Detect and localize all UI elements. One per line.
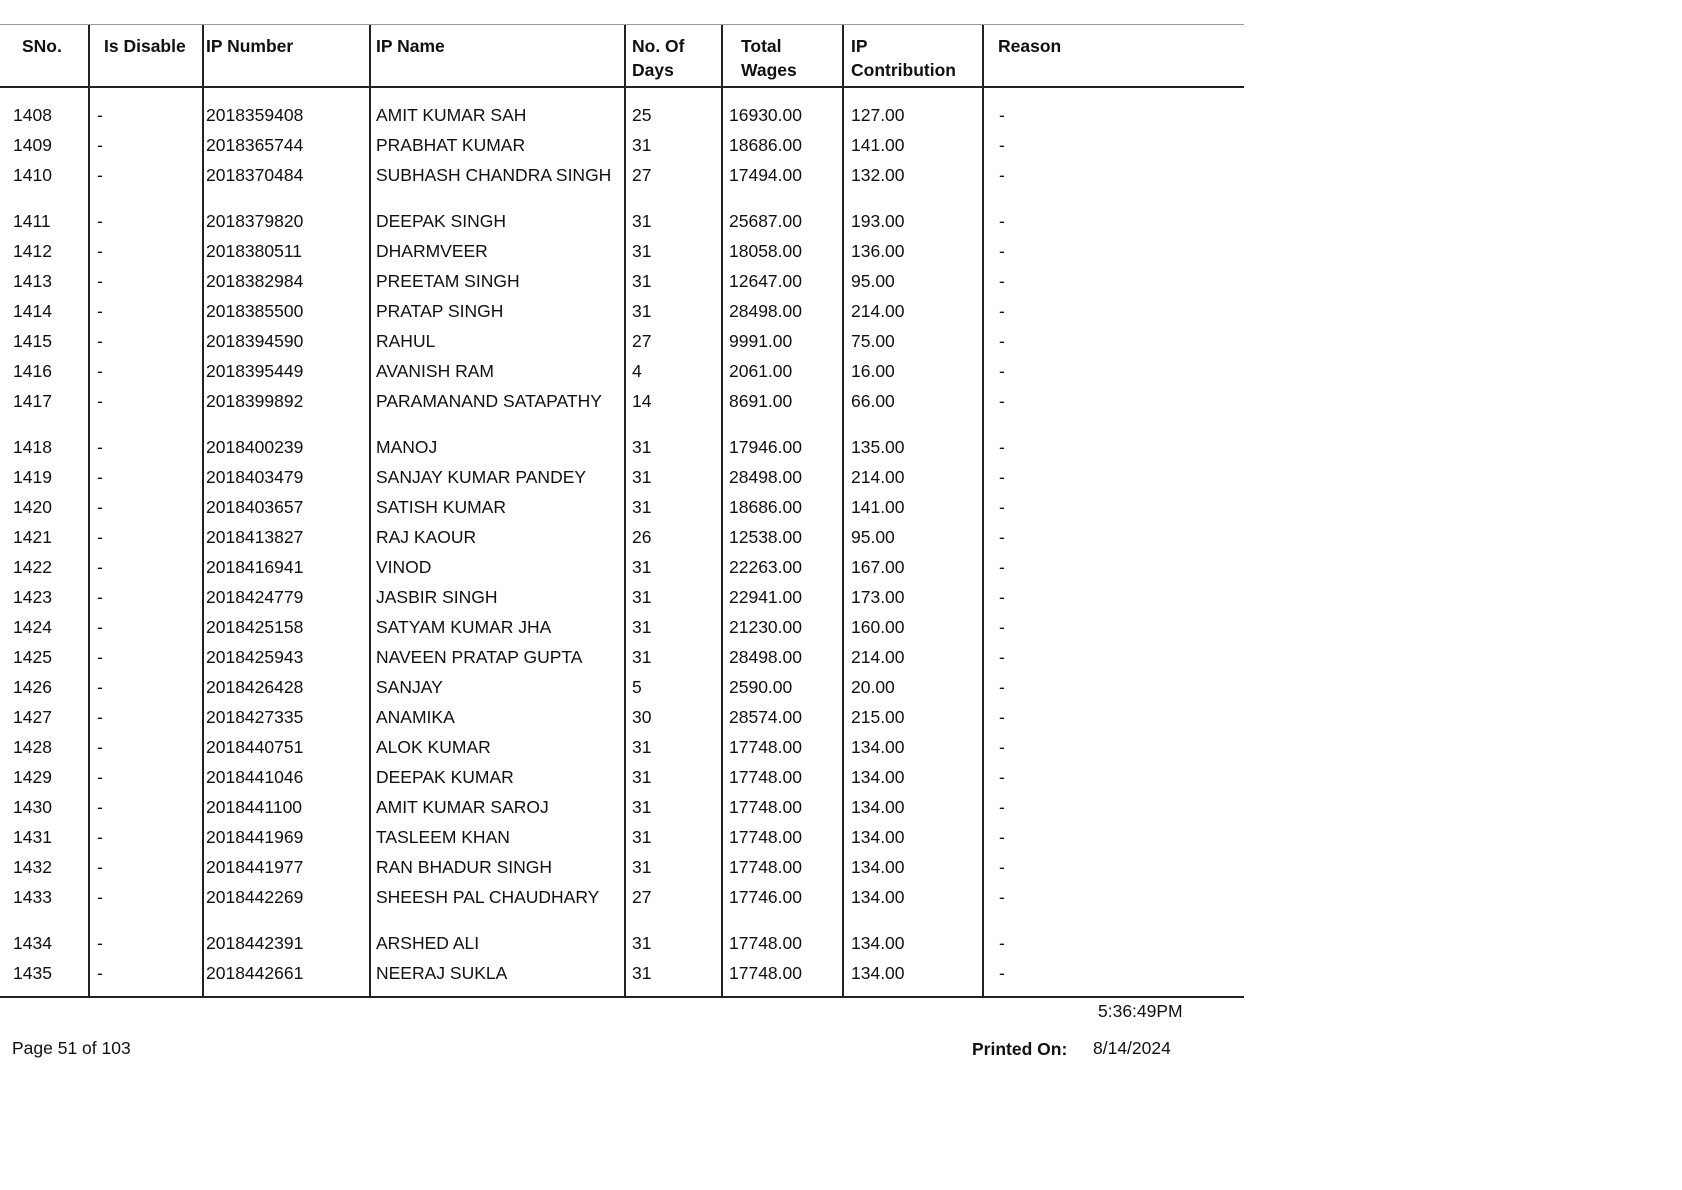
cell-ip-number: 2018399892 [206, 391, 304, 411]
cell-ip-number: 2018382984 [206, 271, 304, 291]
column-divider [202, 25, 204, 996]
cell-ip-number: 2018380511 [206, 241, 303, 261]
cell-ip-number: 2018441100 [206, 797, 303, 817]
cell-ip-contribution: 16.00 [851, 361, 895, 381]
cell-total-wages: 18058.00 [729, 241, 802, 261]
cell-ip-name: ALOK KUMAR [376, 737, 491, 757]
cell-is-disable: - [97, 557, 103, 577]
table-row [0, 240, 1244, 270]
cell-total-wages: 8691.00 [729, 391, 793, 411]
cell-is-disable: - [97, 887, 103, 907]
cell-ip-number: 2018379820 [206, 211, 304, 231]
cell-sno: 1427 [13, 707, 52, 727]
table-row [0, 466, 1244, 496]
cell-sno: 1412 [13, 241, 52, 261]
cell-ip-contribution: 135.00 [851, 437, 905, 457]
cell-no-of-days: 31 [632, 827, 652, 847]
cell-is-disable: - [97, 707, 103, 727]
cell-is-disable: - [97, 105, 103, 125]
cell-sno: 1417 [13, 391, 52, 411]
cell-ip-number: 2018365744 [206, 135, 304, 155]
cell-ip-name: RAHUL [376, 331, 436, 351]
cell-ip-number: 2018413827 [206, 527, 304, 547]
table-row [0, 856, 1244, 886]
cell-total-wages: 17748.00 [729, 737, 802, 757]
cell-no-of-days: 31 [632, 963, 652, 983]
cell-reason: - [999, 105, 1005, 125]
cell-ip-number: 2018442269 [206, 887, 304, 907]
cell-sno: 1430 [13, 797, 52, 817]
cell-is-disable: - [97, 617, 103, 637]
cell-reason: - [999, 241, 1005, 261]
cell-no-of-days: 27 [632, 165, 652, 185]
cell-sno: 1433 [13, 887, 52, 907]
table-bottom-rule [0, 996, 1244, 998]
header-rule [0, 86, 1244, 88]
cell-reason: - [999, 963, 1005, 983]
cell-is-disable: - [97, 467, 103, 487]
cell-is-disable: - [97, 391, 103, 411]
cell-ip-number: 2018440751 [206, 737, 304, 757]
cell-no-of-days: 31 [632, 933, 652, 953]
cell-ip-contribution: 141.00 [851, 497, 905, 517]
cell-total-wages: 16930.00 [729, 105, 802, 125]
header-total-wages: Total Wages [741, 36, 797, 80]
cell-reason: - [999, 135, 1005, 155]
cell-ip-number: 2018385500 [206, 301, 304, 321]
cell-sno: 1409 [13, 135, 52, 155]
table-row [0, 360, 1244, 390]
table-row [0, 586, 1244, 616]
cell-reason: - [999, 887, 1005, 907]
cell-no-of-days: 31 [632, 301, 652, 321]
printed-on-label: Printed On: [972, 1039, 1068, 1059]
cell-ip-name: NAVEEN PRATAP GUPTA [376, 647, 583, 667]
cell-total-wages: 17748.00 [729, 933, 802, 953]
cell-sno: 1429 [13, 767, 52, 787]
table-row [0, 736, 1244, 766]
cell-ip-name: JASBIR SINGH [376, 587, 498, 607]
cell-ip-name: MANOJ [376, 437, 438, 457]
cell-reason: - [999, 391, 1005, 411]
cell-ip-contribution: 167.00 [851, 557, 905, 577]
cell-ip-contribution: 127.00 [851, 105, 905, 125]
cell-ip-name: RAN BHADUR SINGH [376, 857, 552, 877]
cell-ip-name: NEERAJ SUKLA [376, 963, 508, 983]
print-time: 5:36:49PM [1098, 1001, 1183, 1021]
header-ip-number: IP Number [206, 36, 294, 56]
cell-sno: 1424 [13, 617, 52, 637]
table-row [0, 134, 1244, 164]
cell-sno: 1410 [13, 165, 52, 185]
table-row [0, 932, 1244, 962]
cell-sno: 1423 [13, 587, 52, 607]
cell-is-disable: - [97, 677, 103, 697]
cell-reason: - [999, 677, 1005, 697]
cell-is-disable: - [97, 963, 103, 983]
cell-ip-number: 2018359408 [206, 105, 304, 125]
cell-sno: 1419 [13, 467, 52, 487]
cell-sno: 1420 [13, 497, 52, 517]
cell-ip-contribution: 134.00 [851, 857, 905, 877]
cell-ip-name: PARAMANAND SATAPATHY [376, 391, 602, 411]
cell-ip-name: TASLEEM KHAN [376, 827, 510, 847]
cell-sno: 1418 [13, 437, 52, 457]
cell-reason: - [999, 467, 1005, 487]
cell-no-of-days: 27 [632, 331, 652, 351]
cell-ip-name: PRATAP SINGH [376, 301, 504, 321]
header-reason: Reason [998, 36, 1062, 56]
cell-total-wages: 17494.00 [729, 165, 802, 185]
cell-no-of-days: 14 [632, 391, 652, 411]
cell-ip-name: AMIT KUMAR SAH [376, 105, 527, 125]
cell-reason: - [999, 165, 1005, 185]
cell-ip-contribution: 214.00 [851, 467, 905, 487]
table-row [0, 496, 1244, 526]
cell-total-wages: 28498.00 [729, 647, 802, 667]
cell-no-of-days: 30 [632, 707, 652, 727]
cell-no-of-days: 31 [632, 271, 652, 291]
cell-sno: 1421 [13, 527, 52, 547]
cell-reason: - [999, 331, 1005, 351]
cell-is-disable: - [97, 165, 103, 185]
cell-reason: - [999, 271, 1005, 291]
cell-ip-contribution: 173.00 [851, 587, 905, 607]
cell-ip-contribution: 141.00 [851, 135, 905, 155]
table-row [0, 436, 1244, 466]
cell-no-of-days: 31 [632, 241, 652, 261]
cell-no-of-days: 31 [632, 587, 652, 607]
header-is-disable: Is Disable [104, 36, 186, 56]
cell-ip-number: 2018400239 [206, 437, 304, 457]
cell-is-disable: - [97, 331, 103, 351]
cell-ip-number: 2018426428 [206, 677, 304, 697]
cell-reason: - [999, 211, 1005, 231]
table-row [0, 676, 1244, 706]
cell-ip-contribution: 134.00 [851, 767, 905, 787]
cell-ip-contribution: 134.00 [851, 887, 905, 907]
table-row [0, 886, 1244, 932]
cell-reason: - [999, 361, 1005, 381]
cell-no-of-days: 31 [632, 737, 652, 757]
cell-reason: - [999, 437, 1005, 457]
cell-ip-number: 2018424779 [206, 587, 304, 607]
cell-is-disable: - [97, 437, 103, 457]
cell-total-wages: 17946.00 [729, 437, 802, 457]
cell-total-wages: 9991.00 [729, 331, 793, 351]
cell-ip-contribution: 160.00 [851, 617, 905, 637]
header-ip-contribution: IP Contribution [851, 36, 956, 80]
header-sno: SNo. [22, 36, 62, 56]
cell-sno: 1414 [13, 301, 52, 321]
cell-total-wages: 18686.00 [729, 497, 802, 517]
cell-ip-number: 2018427335 [206, 707, 304, 727]
cell-ip-contribution: 214.00 [851, 647, 905, 667]
cell-reason: - [999, 767, 1005, 787]
cell-no-of-days: 31 [632, 211, 652, 231]
table-row [0, 526, 1244, 556]
cell-total-wages: 28574.00 [729, 707, 802, 727]
cell-ip-name: SANJAY [376, 677, 443, 697]
cell-reason: - [999, 737, 1005, 757]
cell-ip-name: DEEPAK KUMAR [376, 767, 514, 787]
cell-no-of-days: 31 [632, 767, 652, 787]
cell-ip-contribution: 134.00 [851, 827, 905, 847]
cell-ip-number: 2018394590 [206, 331, 304, 351]
cell-ip-number: 2018442661 [206, 963, 304, 983]
cell-ip-contribution: 134.00 [851, 737, 905, 757]
column-divider [721, 25, 723, 996]
cell-sno: 1434 [13, 933, 52, 953]
column-divider [842, 25, 844, 996]
cell-ip-contribution: 95.00 [851, 527, 895, 547]
cell-no-of-days: 25 [632, 105, 652, 125]
table-row [0, 796, 1244, 826]
cell-ip-number: 2018441969 [206, 827, 304, 847]
cell-ip-name: VINOD [376, 557, 432, 577]
cell-reason: - [999, 557, 1005, 577]
table-row [0, 390, 1244, 436]
cell-no-of-days: 26 [632, 527, 652, 547]
cell-ip-name: SHEESH PAL CHAUDHARY [376, 887, 600, 907]
cell-ip-number: 2018442391 [206, 933, 304, 953]
cell-ip-name: SATYAM KUMAR JHA [376, 617, 552, 637]
cell-total-wages: 2590.00 [729, 677, 793, 697]
cell-ip-name: DEEPAK SINGH [376, 211, 506, 231]
cell-ip-name: AMIT KUMAR SAROJ [376, 797, 549, 817]
header-ip-name: IP Name [376, 36, 445, 56]
cell-is-disable: - [97, 527, 103, 547]
cell-total-wages: 17748.00 [729, 963, 802, 983]
cell-reason: - [999, 933, 1005, 953]
cell-no-of-days: 5 [632, 677, 642, 697]
page-indicator: Page 51 of 103 [12, 1038, 131, 1058]
cell-is-disable: - [97, 933, 103, 953]
cell-ip-contribution: 66.00 [851, 391, 895, 411]
cell-sno: 1432 [13, 857, 52, 877]
column-divider [624, 25, 626, 996]
cell-is-disable: - [97, 211, 103, 231]
cell-is-disable: - [97, 767, 103, 787]
table-row [0, 556, 1244, 586]
cell-ip-number: 2018403657 [206, 497, 304, 517]
cell-sno: 1425 [13, 647, 52, 667]
cell-ip-name: PRABHAT KUMAR [376, 135, 526, 155]
table-row [0, 270, 1244, 300]
cell-is-disable: - [97, 857, 103, 877]
printed-on-date: 8/14/2024 [1093, 1038, 1171, 1058]
table-row [0, 300, 1244, 330]
cell-sno: 1435 [13, 963, 52, 983]
column-divider [88, 25, 90, 996]
cell-sno: 1408 [13, 105, 52, 125]
cell-sno: 1416 [13, 361, 52, 381]
cell-ip-contribution: 134.00 [851, 933, 905, 953]
header-no-of-days: No. Of Days [632, 36, 685, 80]
table-row [0, 616, 1244, 646]
cell-is-disable: - [97, 827, 103, 847]
cell-ip-name: AVANISH RAM [376, 361, 494, 381]
cell-reason: - [999, 827, 1005, 847]
cell-reason: - [999, 617, 1005, 637]
cell-total-wages: 25687.00 [729, 211, 802, 231]
table-row [0, 330, 1244, 360]
cell-total-wages: 18686.00 [729, 135, 802, 155]
cell-reason: - [999, 497, 1005, 517]
cell-ip-name: SATISH KUMAR [376, 497, 506, 517]
table-body [0, 104, 1244, 992]
cell-is-disable: - [97, 737, 103, 757]
cell-total-wages: 17748.00 [729, 857, 802, 877]
cell-no-of-days: 27 [632, 887, 652, 907]
cell-no-of-days: 31 [632, 437, 652, 457]
table-row [0, 766, 1244, 796]
cell-reason: - [999, 857, 1005, 877]
cell-reason: - [999, 707, 1005, 727]
cell-total-wages: 12647.00 [729, 271, 802, 291]
table-row [0, 104, 1244, 134]
cell-sno: 1428 [13, 737, 52, 757]
cell-ip-name: SANJAY KUMAR PANDEY [376, 467, 587, 487]
cell-ip-number: 2018441977 [206, 857, 304, 877]
cell-ip-name: PREETAM SINGH [376, 271, 520, 291]
table-row [0, 646, 1244, 676]
cell-is-disable: - [97, 647, 103, 667]
table-row [0, 962, 1244, 992]
cell-ip-number: 2018441046 [206, 767, 304, 787]
cell-total-wages: 21230.00 [729, 617, 802, 637]
cell-ip-contribution: 20.00 [851, 677, 895, 697]
cell-is-disable: - [97, 361, 103, 381]
cell-no-of-days: 31 [632, 857, 652, 877]
cell-ip-name: ANAMIKA [376, 707, 455, 727]
cell-ip-contribution: 75.00 [851, 331, 895, 351]
cell-ip-name: RAJ KAOUR [376, 527, 477, 547]
cell-total-wages: 12538.00 [729, 527, 802, 547]
cell-ip-number: 2018370484 [206, 165, 304, 185]
cell-ip-contribution: 214.00 [851, 301, 905, 321]
cell-ip-name: SUBHASH CHANDRA SINGH [376, 165, 612, 185]
cell-reason: - [999, 647, 1005, 667]
cell-is-disable: - [97, 135, 103, 155]
cell-total-wages: 2061.00 [729, 361, 793, 381]
cell-reason: - [999, 797, 1005, 817]
cell-ip-number: 2018425158 [206, 617, 304, 637]
cell-total-wages: 17746.00 [729, 887, 802, 907]
table-top-rule [0, 24, 1244, 25]
cell-ip-contribution: 95.00 [851, 271, 895, 291]
table-row [0, 210, 1244, 240]
cell-no-of-days: 31 [632, 135, 652, 155]
cell-no-of-days: 31 [632, 497, 652, 517]
table-row [0, 706, 1244, 736]
cell-total-wages: 28498.00 [729, 301, 802, 321]
cell-is-disable: - [97, 587, 103, 607]
cell-ip-number: 2018425943 [206, 647, 304, 667]
cell-total-wages: 28498.00 [729, 467, 802, 487]
cell-total-wages: 17748.00 [729, 767, 802, 787]
cell-ip-contribution: 193.00 [851, 211, 905, 231]
cell-total-wages: 22263.00 [729, 557, 802, 577]
cell-no-of-days: 31 [632, 647, 652, 667]
cell-is-disable: - [97, 271, 103, 291]
cell-ip-name: DHARMVEER [376, 241, 488, 261]
cell-ip-number: 2018416941 [206, 557, 304, 577]
cell-ip-contribution: 215.00 [851, 707, 905, 727]
cell-is-disable: - [97, 241, 103, 261]
cell-ip-contribution: 134.00 [851, 963, 905, 983]
cell-sno: 1431 [13, 827, 52, 847]
cell-no-of-days: 31 [632, 557, 652, 577]
cell-ip-contribution: 134.00 [851, 797, 905, 817]
cell-no-of-days: 31 [632, 617, 652, 637]
cell-no-of-days: 4 [632, 361, 642, 381]
cell-ip-name: ARSHED ALI [376, 933, 480, 953]
cell-is-disable: - [97, 301, 103, 321]
cell-reason: - [999, 587, 1005, 607]
cell-ip-number: 2018395449 [206, 361, 304, 381]
cell-no-of-days: 31 [632, 467, 652, 487]
cell-total-wages: 17748.00 [729, 827, 802, 847]
cell-is-disable: - [97, 797, 103, 817]
cell-reason: - [999, 301, 1005, 321]
cell-sno: 1415 [13, 331, 52, 351]
cell-ip-number: 2018403479 [206, 467, 304, 487]
cell-sno: 1411 [13, 211, 51, 231]
cell-total-wages: 17748.00 [729, 797, 802, 817]
column-divider [982, 25, 984, 996]
cell-total-wages: 22941.00 [729, 587, 802, 607]
cell-sno: 1422 [13, 557, 52, 577]
cell-is-disable: - [97, 497, 103, 517]
cell-ip-contribution: 136.00 [851, 241, 905, 261]
table-row [0, 164, 1244, 210]
column-divider [369, 25, 371, 996]
cell-sno: 1426 [13, 677, 52, 697]
cell-sno: 1413 [13, 271, 52, 291]
cell-reason: - [999, 527, 1005, 547]
cell-no-of-days: 31 [632, 797, 652, 817]
cell-ip-contribution: 132.00 [851, 165, 905, 185]
table-row [0, 826, 1244, 856]
